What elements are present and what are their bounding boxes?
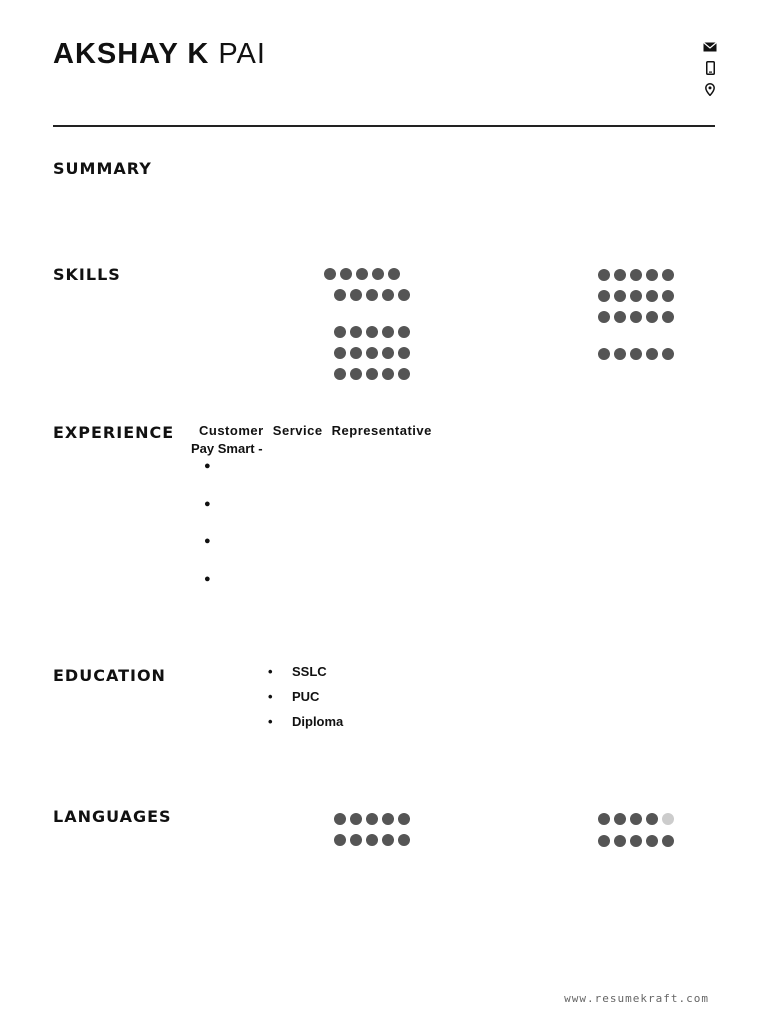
rating-dot-filled [598,835,610,847]
section-title-education: EDUCATION [53,666,166,685]
rating-dot-filled [334,813,346,825]
rating-dot-filled [630,835,642,847]
rating-dot-filled [382,813,394,825]
education-item: • SSLC [268,664,327,679]
skill-rating [598,290,674,302]
rating-dot-filled [646,290,658,302]
education-list [268,664,343,739]
rating-dot-filled [614,269,626,281]
rating-dot-filled [350,326,362,338]
mobile-phone-icon [702,60,718,76]
section-title-summary: SUMMARY [53,159,152,178]
rating-dot-filled [598,813,610,825]
rating-dot-filled [662,311,674,323]
rating-dot-filled [356,268,368,280]
skill-rating [334,347,410,359]
section-title-languages: LANGUAGES [53,807,172,826]
rating-dot-filled [366,368,378,380]
rating-dot-filled [614,290,626,302]
rating-dot-filled [350,347,362,359]
education-item-label: Diploma [292,714,344,729]
rating-dot-filled [350,289,362,301]
job-title: Customer Service Representative [199,423,432,438]
last-name: PAI [218,38,266,70]
section-title-skills: SKILLS [53,265,121,284]
education-item-label: PUC [292,689,320,704]
rating-dot-filled [388,268,400,280]
education-item-label: SSLC [292,664,327,679]
rating-dot-filled [334,347,346,359]
skill-rating [324,268,400,280]
experience-bullet: ● [204,498,211,510]
rating-dot-filled [598,348,610,360]
rating-dot-filled [662,348,674,360]
rating-dot-filled [382,289,394,301]
rating-dot-filled [630,290,642,302]
skill-rating [334,326,410,338]
rating-dot-filled [630,813,642,825]
education-item: • Diploma [268,714,344,729]
rating-dot-filled [366,813,378,825]
rating-dot-filled [366,347,378,359]
rating-dot-filled [662,269,674,281]
rating-dot-empty [662,813,674,825]
skill-rating [334,289,410,301]
language-rating [598,813,674,825]
skill-rating [598,311,674,323]
rating-dot-filled [334,289,346,301]
location-pin-icon [702,81,718,97]
rating-dot-filled [630,311,642,323]
rating-dot-filled [372,268,384,280]
rating-dot-filled [334,368,346,380]
language-rating [334,834,410,846]
rating-dot-filled [398,368,410,380]
rating-dot-filled [366,834,378,846]
rating-dot-filled [334,834,346,846]
rating-dot-filled [614,348,626,360]
rating-dot-filled [614,813,626,825]
header-divider [53,125,715,127]
footer-website: www.resumekraft.com [564,992,709,1005]
rating-dot-filled [646,348,658,360]
rating-dot-filled [646,813,658,825]
experience-bullet: ● [204,460,211,472]
language-rating [598,835,674,847]
company-name: Pay Smart - [191,441,263,456]
rating-dot-filled [662,290,674,302]
rating-dot-filled [340,268,352,280]
rating-dot-filled [630,269,642,281]
rating-dot-filled [382,326,394,338]
education-item: • PUC [268,689,320,704]
envelope-icon [702,39,718,55]
rating-dot-filled [350,368,362,380]
rating-dot-filled [646,269,658,281]
rating-dot-filled [350,813,362,825]
rating-dot-filled [646,835,658,847]
skill-rating [334,368,410,380]
rating-dot-filled [366,326,378,338]
rating-dot-filled [366,289,378,301]
rating-dot-filled [398,289,410,301]
section-title-experience: EXPERIENCE [53,423,175,442]
first-name: AKSHAY K [53,38,210,70]
rating-dot-filled [630,348,642,360]
rating-dot-filled [334,326,346,338]
rating-dot-filled [398,326,410,338]
language-rating [334,813,410,825]
rating-dot-filled [398,813,410,825]
skill-rating [598,348,674,360]
rating-dot-filled [398,834,410,846]
experience-bullet: ● [204,573,211,585]
rating-dot-filled [662,835,674,847]
rating-dot-filled [350,834,362,846]
rating-dot-filled [382,834,394,846]
rating-dot-filled [598,290,610,302]
rating-dot-filled [382,368,394,380]
rating-dot-filled [598,311,610,323]
skill-rating [598,269,674,281]
rating-dot-filled [382,347,394,359]
rating-dot-filled [646,311,658,323]
rating-dot-filled [324,268,336,280]
rating-dot-filled [614,311,626,323]
rating-dot-filled [614,835,626,847]
candidate-name [53,38,266,71]
rating-dot-filled [598,269,610,281]
experience-bullet: ● [204,535,211,547]
rating-dot-filled [398,347,410,359]
